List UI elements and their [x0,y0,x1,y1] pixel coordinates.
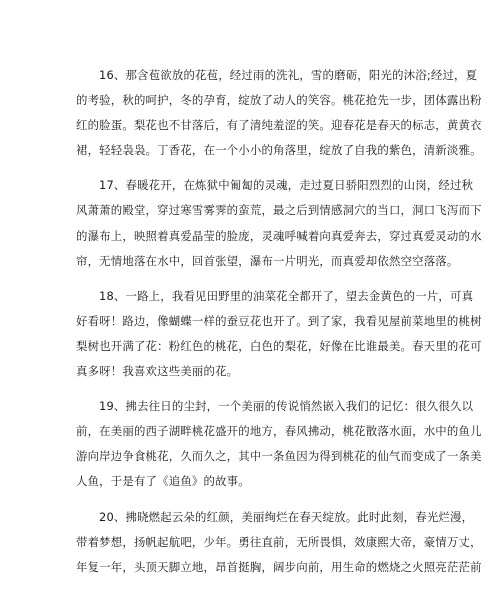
text-line: 帘，无情地落在水中，回首张望，瀑布一片明光，而真爱却依然空空落落。 [76,253,459,268]
text-line: 裙，轻轻袅袅。丁香花，在一个小小的角落里，绽放了自我的紫色，清新淡雅。 [76,143,482,158]
text-line: 人鱼，于是有了《追鱼》的故事。 [76,474,250,489]
paragraph-20 [76,505,482,580]
text-line: 游向岸边争食桃花，久而久之，其中一条鱼因为得到桃花的仙气而变成了一条美 [76,449,482,464]
text-line: 好看呀！路边，像蝴蝶一样的蚕豆花也开了。到了家，我看见屋前菜地里的桃树 [76,313,482,328]
text-line: 梨树也开满了花：粉红色的桃花，白色的梨花，好像在比谁最美。春天里的花可 [76,338,482,353]
text-line: 20、拂晓燃起云朵的红颜，美丽绚烂在春天绽放。此时此刻，春光烂漫， [99,509,474,524]
paragraph-17 [76,173,482,273]
paragraph-16 [76,63,482,163]
text-line: 年复一年，头顶天脚立地，昂首挺胸，阔步向前，用生命的燃烧之火照亮茫茫前 [76,559,482,574]
text-line: 红的脸蛋。梨花也不甘落后，有了清纯羞涩的笑。迎春花是春天的标志，黄黄衣 [76,118,482,133]
text-line: 真多呀！我喜欢这些美丽的花。 [76,364,239,379]
text-line: 的瀑布上，映照着真爱晶莹的脸庞，灵魂呼喊着向真爱奔去，穿过真爱灵动的水 [76,228,482,243]
text-line: 17、春暖花开，在炼狱中匍匐的灵魂，走过夏日骄阳烈烈的山岗，经过秋 [99,178,474,193]
text-line: 16、那含苞欲放的花苞，经过雨的洗礼，雪的磨砺，阳光的沐浴;经过，夏 [99,68,478,82]
paragraph-18 [76,284,482,384]
document-body [76,63,482,590]
paragraph-19 [76,394,482,494]
text-line: 前，在美丽的西子湖畔桃花盛开的地方，春风拂动，桃花散落水面，水中的鱼儿 [76,424,482,439]
text-line: 19、拂去往日的尘封，一个美丽的传说悄然嵌入我们的记忆：很久很久以 [99,399,474,414]
text-line: 18、一路上，我看见田野里的油菜花全都开了，望去金黄色的一片，可真 [99,288,474,303]
text-line: 带着梦想，扬帆起航吧，少年。勇往直前，无所畏惧，效康熙大帝，豪情万丈， [76,534,482,549]
text-line: 风萧萧的殿堂，穿过寒雪雾霁的蛮荒，最之后到情感洞穴的当口，洞口飞泻而下 [76,203,482,218]
text-line: 的考验，秋的呵护，冬的孕育，绽放了动人的笑容。桃花抢先一步，团体露出粉 [76,93,482,108]
